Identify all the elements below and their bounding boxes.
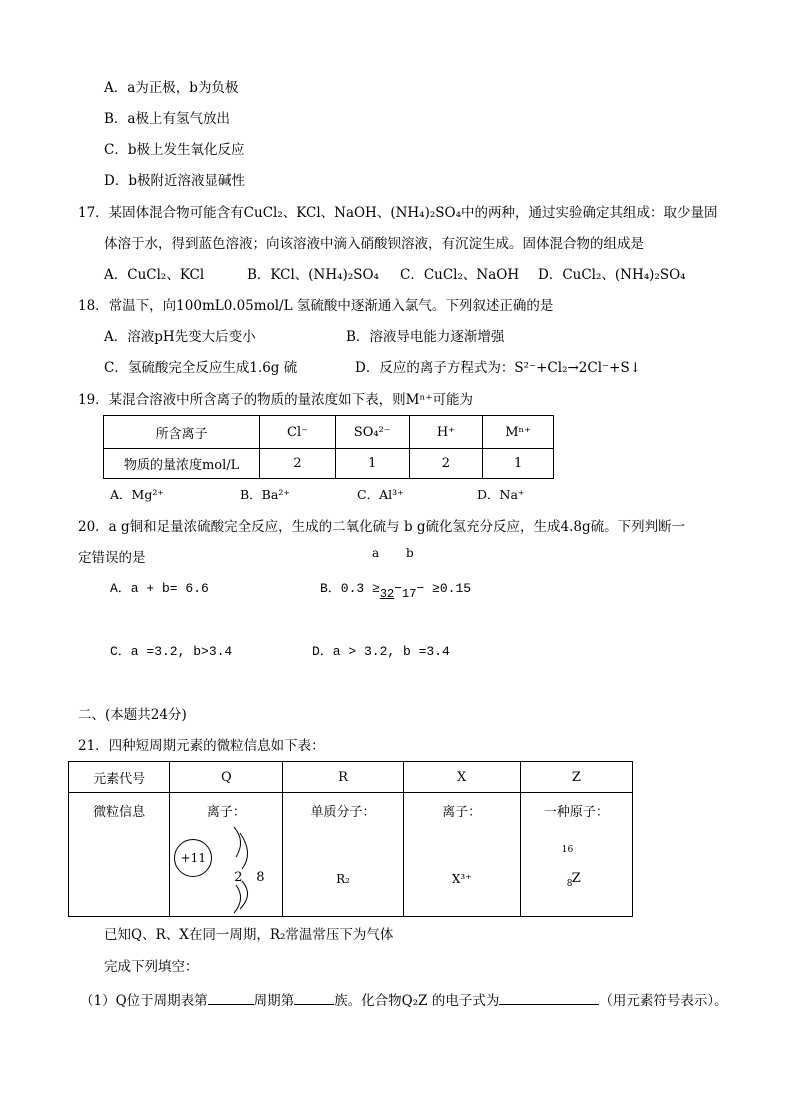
q16-option-c: C．b极上发生氧化反应 xyxy=(104,142,245,158)
q21-stem: 21．四种短周期元素的微粒信息如下表： xyxy=(78,738,325,754)
q21-element-table xyxy=(68,761,633,917)
q21-header-r: R xyxy=(283,762,403,793)
q20-option-a: A．a + b= 6.6 xyxy=(110,581,209,596)
q18-option-d: D．反应的离子方程式为：S²⁻+Cl₂→2Cl⁻+S↓ xyxy=(355,360,642,376)
q19-option-b: B．Ba²⁺ xyxy=(240,487,290,502)
q21-sub1-text-d: （用元素符号表示）。 xyxy=(599,993,728,1009)
q21-q-shell1-bottom-arc xyxy=(234,885,241,913)
q19-header-m: Mⁿ⁺ xyxy=(483,416,554,449)
q21-q-shell2: 8 xyxy=(256,870,265,885)
q20-option-b-prefix: B．0.3 ≥ xyxy=(320,581,380,596)
q20-option-b-suffix: − ≥0.15 xyxy=(416,581,472,596)
q18-stem: 18．常温下，向100mL0.05mol/L 氢硫酸中逐渐通入氯气。下列叙述正确的是 xyxy=(78,298,554,314)
q20-frac-b-denominator: 17 xyxy=(402,587,417,601)
q21-z-atomic-number: 8 xyxy=(566,879,573,889)
q21-electron-formula-blank[interactable] xyxy=(499,990,599,1005)
q21-header-z: Z xyxy=(520,762,632,793)
q20-stem-line1: 20．a g铜和足量浓硫酸完全反应，生成的二氧化硫与 b g硫化氢充分反应，生成4.8g硫。下列判断一 xyxy=(78,519,686,535)
q19-option-a: A．Mg²⁺ xyxy=(110,487,164,502)
q21-q-shell-arcs xyxy=(206,823,256,917)
q19-option-c: C．Al³⁺ xyxy=(357,487,404,502)
q20-option-b xyxy=(320,580,472,601)
q21-sub1-text-c: 族。化合物Q₂Z 的电子式为 xyxy=(334,993,500,1009)
section-two-title: 二、(本题共24分) xyxy=(78,707,187,723)
q21-r-label: 单质分子： xyxy=(310,805,376,820)
q20-stem-line2: 定错误的是 xyxy=(78,550,146,566)
q21-r-value: R₂ xyxy=(336,872,350,886)
q16-option-d: D．b极附近溶液显碱性 xyxy=(104,173,245,189)
q21-row-label: 微粒信息 xyxy=(69,793,170,917)
q21-q-shell1: 2 xyxy=(234,870,243,885)
q20-option-c: C．a =3.2, b>3.4 xyxy=(110,644,233,659)
q21-z-label: 一种原子： xyxy=(543,805,609,820)
q21-cell-q xyxy=(170,793,283,917)
q21-q-shell2-top-arc xyxy=(240,833,248,869)
q21-cell-z xyxy=(520,793,632,917)
q21-x-value: X³⁺ xyxy=(451,872,472,886)
q16-option-a: A．a为正极，b为负极 xyxy=(104,80,239,96)
q18-option-a: A．溶液pH先变大后变小 xyxy=(104,329,256,345)
q20-frac-a-denominator: 32 xyxy=(379,587,395,601)
q19-header-so4: SO₄²⁻ xyxy=(335,416,409,449)
q20-option-b-minus: − xyxy=(394,581,403,596)
q21-instruction: 完成下列填空： xyxy=(104,959,199,975)
q18-option-c: C．氢硫酸完全反应生成1.6g 硫 xyxy=(104,360,298,376)
q19-value-cl: 2 xyxy=(260,449,336,479)
q20-option-d: D．a > 3.2, b =3.4 xyxy=(312,644,450,659)
q21-z-mass-number: 16 xyxy=(561,845,574,855)
q21-sub1 xyxy=(80,990,728,1010)
q19-header-cl: Cl⁻ xyxy=(260,416,336,449)
q21-q-label: 离子： xyxy=(206,805,246,820)
q17-stem-line2: 体溶于水，得到蓝色溶液；向该溶液中滴入硝酸钡溶液，有沉淀生成。固体混合物的组成是 xyxy=(104,236,644,252)
q19-header-h: H⁺ xyxy=(409,416,483,449)
q16-option-b: B．a极上有氢气放出 xyxy=(104,111,230,127)
q21-q-shell1-top-arc xyxy=(234,827,241,857)
q21-q-shell2-bottom-arc xyxy=(240,881,248,909)
q20-frac-b-numerator: b xyxy=(406,546,414,560)
q21-header-code: 元素代号 xyxy=(69,762,170,793)
q21-x-label: 离子： xyxy=(442,805,482,820)
q21-cell-r xyxy=(283,793,403,917)
q19-stem: 19．某混合溶液中所含离子的物质的量浓度如下表，则Mⁿ⁺可能为 xyxy=(78,392,473,408)
q17-option-d: D．CuCl₂、(NH₄)₂SO₄ xyxy=(538,267,686,283)
q21-z-symbol: Z xyxy=(571,871,581,886)
q19-ion-table xyxy=(103,415,554,479)
q21-note: 已知Q、R、X在同一周期，R₂常温常压下为气体 xyxy=(104,927,394,943)
q21-sub1-text-a: （1）Q位于周期表第 xyxy=(80,993,208,1009)
q21-cell-x xyxy=(403,793,520,917)
q19-row-label: 物质的量浓度mol/L xyxy=(104,449,260,479)
q19-value-h: 2 xyxy=(409,449,483,479)
q19-header-ion: 所含离子 xyxy=(104,416,260,449)
q19-option-d: D．Na⁺ xyxy=(477,487,525,502)
q17-stem-line1: 17．某固体混合物可能含有CuCl₂、KCl、NaOH、(NH₄)₂SO₄中的两种，通过实验确定其组成：取少量固 xyxy=(78,205,718,221)
q21-header-x: X xyxy=(403,762,520,793)
q21-period-blank[interactable] xyxy=(208,990,254,1005)
q19-value-m: 1 xyxy=(483,449,554,479)
q21-sub1-text-b: 周期第 xyxy=(253,993,295,1009)
q21-group-blank[interactable] xyxy=(294,990,334,1005)
q19-value-so4: 1 xyxy=(335,449,409,479)
q17-option-a: A．CuCl₂、KCl xyxy=(104,267,205,283)
q17-option-c: C．CuCl₂、NaOH xyxy=(400,267,520,283)
q18-option-b: B．溶液导电能力逐渐增强 xyxy=(346,329,505,345)
q21-q-nucleus: +11 xyxy=(174,839,212,877)
q20-frac-a-numerator: a xyxy=(372,546,380,560)
q17-option-b: B．KCl、(NH₄)₂SO₄ xyxy=(247,267,379,283)
q21-header-q: Q xyxy=(170,762,283,793)
